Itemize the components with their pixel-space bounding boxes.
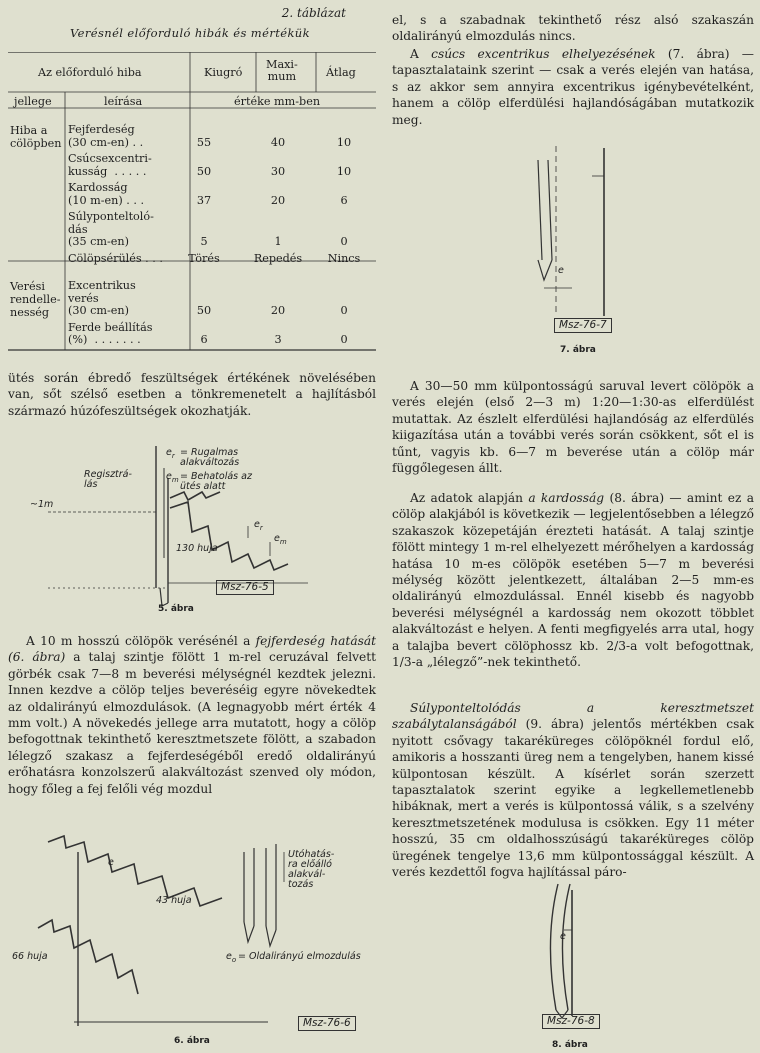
th-max: Maxi- mum — [266, 58, 298, 83]
row-value-m: 20 — [270, 304, 286, 317]
fig5-em-sym: $e_m$ — [166, 471, 179, 484]
row-value-m: 30 — [270, 164, 286, 178]
paragraph-left-2: A 10 m hosszú cölöpök verésénél a fejferdeség hatását (6. ábra) a talaj szintje fölött 1 m-rel ceruzával felvett görbék csak 7—8 m beverési mélységnél kezdtek jelezni. Innen kezdve a cölöp teljes beveréséig egyre növekedtek az oldalirányú elmozdulások. (A legnagyobb mért érték 4 mm volt.) A növekedés jellege arra mutatott, hogy a cölöp befogottnak tekinthető keresztmetszete fölött, a szabadon lélegző szakasz a fejferdeségéből eredő oldalirányú erőhatásra konzolszerű alakváltozást szenved oly módon, hogy főleg a fej felőli vég mozdul — [8, 634, 377, 796]
row-value-k: 37 — [196, 193, 212, 207]
row-value-m: 40 — [270, 135, 286, 149]
fig6-eo-sym: $e_o$ — [226, 951, 237, 964]
fig6-huja43: 43 huja — [156, 895, 192, 906]
row-value-a: 10 — [336, 135, 352, 149]
fig7-e: e — [558, 265, 564, 276]
row-description: Ferde beállítás (%) . . . . . . . — [68, 320, 153, 346]
row-value-k: Törés — [188, 251, 220, 265]
table-rules — [8, 52, 376, 352]
row-description: Excentrikus verés (30 cm-en) — [68, 279, 136, 317]
fig7-code-box: Msz-76-7 — [554, 318, 612, 333]
paragraph-right-1: el, s a szabadnak tekinthető rész alsó szakaszán oldalirányú elmozdulás nincs. — [392, 13, 754, 44]
row-value-k: 50 — [196, 164, 212, 178]
th-hiba: Az előforduló hiba — [38, 66, 142, 79]
table-number: 2. táblázat — [281, 6, 346, 20]
row-value-m: 3 — [274, 333, 282, 346]
row-value-k: 55 — [196, 135, 212, 149]
row-value-a: 6 — [340, 193, 348, 207]
figure-8 — [392, 880, 754, 1053]
fig5-onem: ~1m — [30, 499, 54, 510]
fig5-er-sym: $e_r$ — [166, 447, 175, 460]
figure-5 — [8, 438, 376, 618]
fig5-er-small: $e_r$ — [254, 519, 263, 532]
table-title: Verésnél előforduló hibák és mértékük — [70, 26, 310, 40]
figure-6 — [8, 822, 376, 1052]
fig5-code-box: Msz-76-5 — [216, 580, 274, 595]
th-erteke: értéke mm-ben — [234, 95, 321, 108]
fig5-caption: 5. ábra — [158, 604, 194, 614]
row-value-m: 20 — [270, 193, 286, 207]
fig8-e: e — [560, 931, 566, 942]
fig5-er-text: = Rugalmas alakváltozás — [180, 447, 240, 468]
th-atlag: Átlag — [326, 66, 356, 79]
figure-7 — [392, 140, 754, 360]
fig6-e-small: e — [108, 857, 114, 868]
fig7-caption: 7. ábra — [560, 345, 596, 355]
paragraph-left-1: ütés során ébredő feszültségek értékének növelésében van, sőt szélső esetben a tönkremenetelt a hajlításból származó húzófeszültségek okozhatják. — [8, 371, 376, 418]
th-jellege: jellege — [14, 95, 52, 108]
paragraph-right-2: A csúcs excentrikus elhelyezésének (7. ábra) — tapasztalataink szerint — csak a verés elején van hatása, s az akkor sem annyira excentrikus igénybevételként, hanem a cölöp elferdülési hajlandóságában mutatkozik meg. — [392, 47, 754, 127]
row-value-k: 5 — [200, 235, 208, 248]
row-description: Kardosság (10 m-en) . . . — [68, 181, 145, 207]
row-value-m: 1 — [274, 235, 282, 248]
th-leirasa: leírása — [104, 95, 143, 108]
row-value-a: 0 — [340, 235, 348, 248]
fig5-huja: 130 huja — [176, 543, 218, 554]
row-value-a: 0 — [340, 304, 348, 317]
figure-7-drawing — [392, 140, 754, 330]
figure-8-drawing — [392, 880, 754, 1020]
paragraph-right-5: Súlyponteltolódás a keresztmetszet szabálytalanságából (9. ábra) jelentős mértékben csak nyitott csővagy takaréküreges cölöpöknél fordul elő, amikoris a hosszanti üreg nem a tengelyben, hanem kissé külpontosan készült. A kísérlet során szerzett tapasztalatok szerint egyike a legkellemetlenebb hibáknak, mert a verés is külpontossá válik, s a szelvény keresztmetszetének modulusa is csökken. Egy 11 méter hosszú, 35 cm oldalhosszúságú takaréküreges cölöp üregének tengelye 13,6 mm külpontossággal készült. A verés kezdettől fogva hajlítással páro- — [392, 701, 754, 880]
paragraph-right-4: Az adatok alapján a kardosság (8. ábra) — amint ez a cölöp alakjából is következik — legjelentősebben a lélegző szakaszok közepetáján érezteti hatását. A talaj szintje fölött mintegy 1 m-rel elhelyezett mérőhelyen a kardosság hatása 10 m-es cölöpök esetében 5—7 m beverési mélység között jelentkezett, általában 2—5 mm-es oldalirányú elmozdulással. Ennél kisebb és nagyobb beverési mélységnél a kardosság nem okozott többlet alakváltozást e helyen. A fenti megfigyelés arra utal, hogy a talajba bevert cölöphossz kb. 2/3-a volt befogottnak, 1/3-a „lélegző”-nek tekinthető. — [392, 491, 754, 670]
fig6-caption: 6. ábra — [174, 1036, 210, 1046]
fig6-huja66: 66 huja — [12, 951, 48, 962]
row-value-a: 10 — [336, 164, 352, 178]
row-value-a: Nincs — [327, 251, 361, 265]
fig8-code-box: Msz-76-8 — [542, 1014, 600, 1029]
row-description: Cölöpsérülés . . . — [68, 251, 163, 265]
group-1-name: Hiba a cölöpben — [10, 124, 62, 150]
fig5-em-text: = Behatolás az ütés alatt — [180, 471, 252, 492]
fig6-code-box: Msz-76-6 — [298, 1016, 356, 1031]
group-2-name: Verési rendelle- nesség — [10, 280, 61, 319]
row-description: Fejferdeség (30 cm-en) . . — [68, 123, 144, 149]
th-kiugro: Kiugró — [204, 66, 243, 79]
fig5-em-small: $e_m$ — [274, 533, 287, 546]
fig8-caption: 8. ábra — [552, 1040, 588, 1050]
fig6-eo-text: = Oldalirányú elmozdulás — [238, 951, 361, 962]
fig5-regisztralas: Regisztrá- lás — [84, 469, 132, 490]
row-value-k: 6 — [200, 333, 208, 346]
row-description: Súlyponteltoló- dás (35 cm-en) — [68, 210, 154, 248]
row-description: Csúcsexcentri- kusság . . . . . — [68, 152, 152, 178]
row-value-a: 0 — [340, 333, 348, 346]
fig6-utohatas: Utóhatás- ra előálló alakvál- tozás — [288, 849, 335, 890]
row-value-k: 50 — [196, 304, 212, 317]
row-value-m: Repedés — [253, 251, 303, 265]
paragraph-right-3: A 30—50 mm külpontosságú saruval levert cölöpök a verés elején (első 2—3 m) 1:20—1:30-as elferdülést mutattak. Az észlelt elferdülési hajlandóság az elferdülés kiigazítása után a további verés során csökkent, sőt el is tűnt, vagyis kb. 6—7 m beverése után a cölöp már függőlegesen állt. — [392, 379, 754, 476]
